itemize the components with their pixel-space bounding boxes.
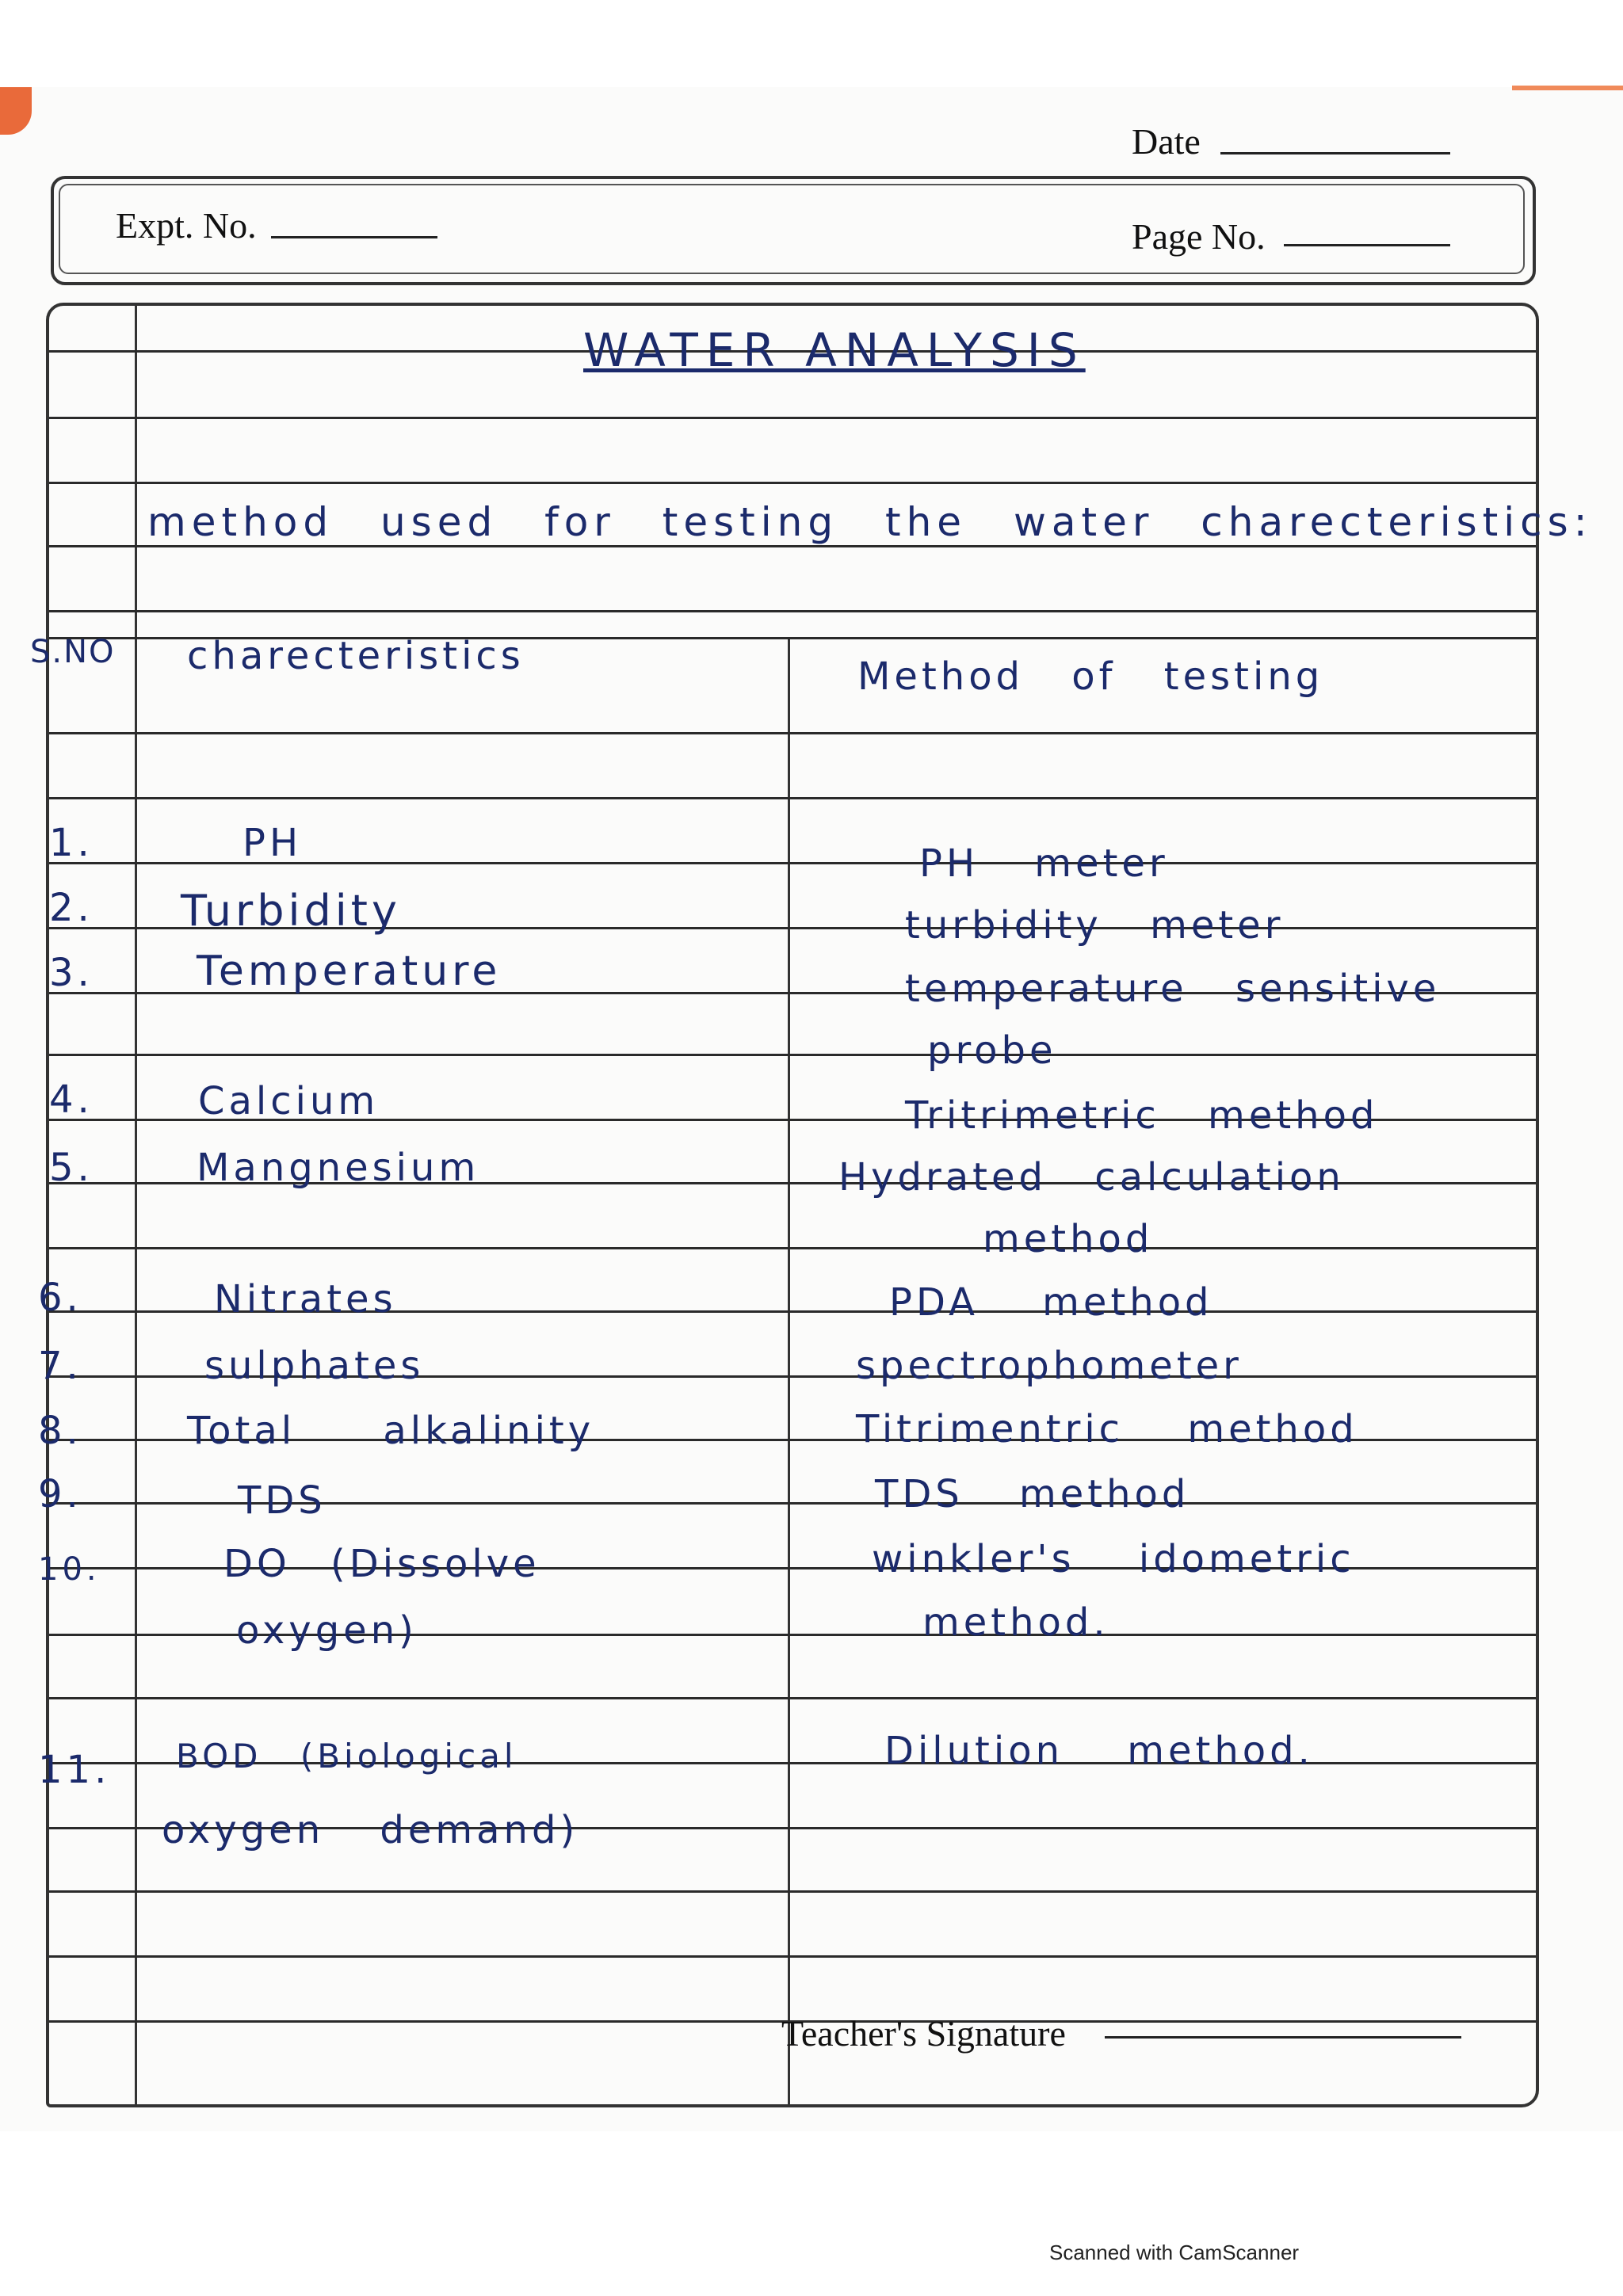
row-method: Titrimentric method xyxy=(856,1407,1358,1451)
row-characteristic: BOD (Biological xyxy=(176,1737,517,1775)
row-number: 4. xyxy=(49,1077,94,1122)
row-characteristic: Calcium xyxy=(198,1079,380,1123)
row-characteristic: Nitrates xyxy=(214,1277,397,1322)
ruled-line xyxy=(49,1955,1536,1958)
row-characteristic: DO (Dissolve xyxy=(223,1542,540,1586)
row-number: 1. xyxy=(49,821,94,865)
ruled-line xyxy=(49,1247,1536,1249)
ruled-line xyxy=(49,545,1536,547)
row-characteristic: Turbidity xyxy=(181,886,401,936)
row-number: 11. xyxy=(38,1748,111,1792)
row-method: Tritrimetric method xyxy=(905,1093,1379,1138)
scanner-watermark: Scanned with CamScanner xyxy=(1049,2241,1300,2264)
row-characteristic: sulphates xyxy=(204,1344,425,1388)
row-method: winkler's idometric xyxy=(872,1537,1355,1581)
date-label: Date xyxy=(1132,121,1201,162)
row-method: turbidity meter xyxy=(905,903,1285,948)
ruled-line xyxy=(49,610,1536,612)
intro-line: method used for testing the water charecteristics: xyxy=(147,499,1593,545)
row-method: PDA method xyxy=(889,1280,1213,1325)
row-characteristic: Mangnesium xyxy=(197,1146,480,1190)
row-characteristic-continued: oxygen demand) xyxy=(162,1808,579,1852)
row-characteristic: PH xyxy=(242,821,303,865)
row-characteristic-continued: oxygen) xyxy=(236,1608,418,1653)
row-method: PH meter xyxy=(919,841,1169,886)
row-number: 7. xyxy=(38,1344,82,1388)
signature-blank xyxy=(1105,2036,1461,2039)
ruled-line xyxy=(49,797,1536,799)
col-header-method: Method of testing xyxy=(857,654,1324,699)
row-number: 2. xyxy=(49,886,94,930)
page-title: WATER ANALYSIS xyxy=(583,323,1086,377)
page-edge-mark xyxy=(1512,86,1623,90)
expt-no-blank xyxy=(271,236,437,238)
row-method: Hydrated calculation xyxy=(838,1155,1345,1199)
date-blank xyxy=(1220,152,1450,154)
ruled-line xyxy=(49,482,1536,484)
row-number: 5. xyxy=(49,1146,94,1190)
row-number: 9. xyxy=(38,1472,82,1516)
row-method: spectrophometer xyxy=(856,1344,1243,1388)
row-method: temperature sensitive xyxy=(905,967,1441,1011)
row-number: 3. xyxy=(49,951,94,995)
row-number: 10. xyxy=(38,1551,101,1588)
margin-line xyxy=(135,306,137,2104)
ruled-line xyxy=(49,1697,1536,1699)
ruled-line xyxy=(49,732,1536,734)
row-method: Dilution method. xyxy=(884,1729,1314,1773)
row-method-continued: probe xyxy=(927,1028,1057,1073)
row-number: 8. xyxy=(38,1409,82,1453)
row-method-continued: method xyxy=(983,1217,1154,1261)
teacher-signature-label: Teacher's Signature xyxy=(781,2013,1066,2054)
page-no-label: Page No. xyxy=(1132,216,1266,257)
expt-no-label: Expt. No. xyxy=(116,205,257,246)
column-divider xyxy=(788,639,790,2104)
ruled-line xyxy=(49,1890,1536,1893)
header-box-inner xyxy=(59,184,1525,274)
col-header-sno: S.NO xyxy=(30,634,116,670)
row-method-continued: method. xyxy=(922,1600,1109,1645)
ruled-line xyxy=(49,1054,1536,1056)
row-characteristic: Total alkalinity xyxy=(187,1409,595,1453)
ruled-line xyxy=(49,417,1536,419)
row-characteristic: TDS xyxy=(238,1478,327,1523)
page-no-blank xyxy=(1284,244,1450,246)
row-method: TDS method xyxy=(875,1472,1190,1516)
row-characteristic: Temperature xyxy=(197,948,502,995)
col-header-characteristics: charecteristics xyxy=(187,634,525,678)
row-number: 6. xyxy=(38,1276,82,1320)
